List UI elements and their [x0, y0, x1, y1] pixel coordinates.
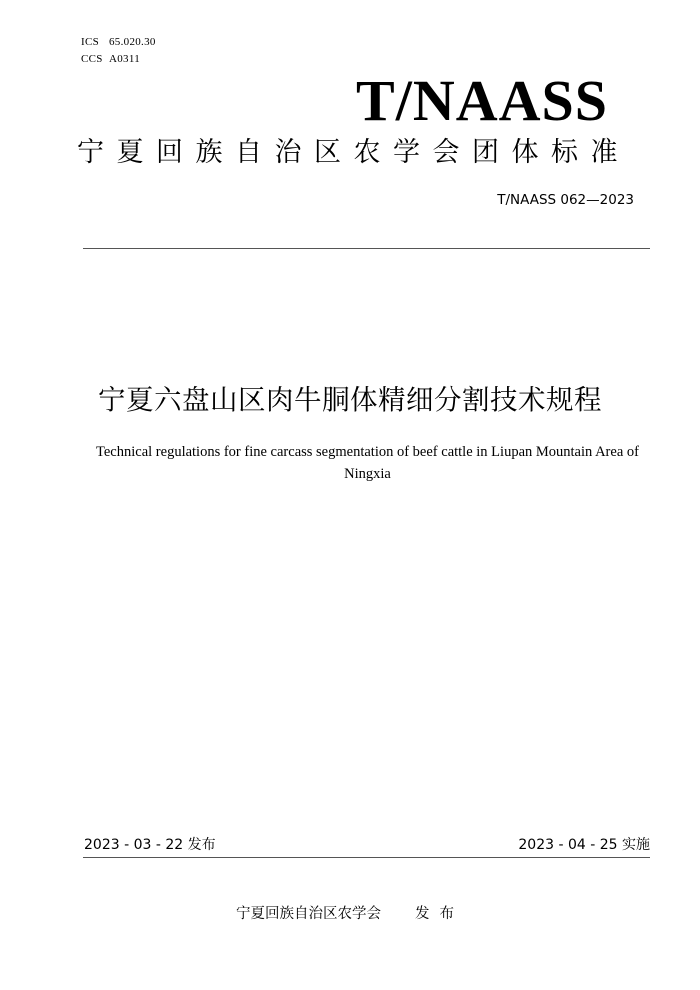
ics-value: 65.020.30	[109, 36, 156, 48]
document-title-cn: 宁夏六盘山区肉牛胴体精细分割技术规程	[98, 384, 602, 416]
document-title-en: Technical regulations for fine carcass segmentation of beef cattle in Liupan Mountain Area of Ningxia	[96, 444, 639, 482]
standard-logo: T/NAASS	[356, 68, 608, 133]
organization-name: 宁夏回族自治区农学会团体标准	[77, 137, 630, 168]
publisher-line	[0, 904, 700, 924]
ccs-label: CCS	[81, 53, 103, 65]
publisher-name: 宁夏回族自治区农学会	[236, 906, 381, 922]
publisher-action: 发布	[415, 906, 464, 922]
ccs-row	[81, 51, 156, 68]
bottom-divider	[83, 857, 650, 858]
classification-codes	[81, 34, 156, 68]
ics-row	[81, 34, 156, 51]
standard-number: T/NAASS 062—2023	[497, 192, 634, 208]
ccs-value: A0311	[109, 53, 141, 65]
ics-label: ICS	[81, 36, 100, 48]
implementation-date: 2023 - 04 - 25 实施	[518, 837, 650, 853]
top-divider	[83, 248, 650, 249]
issue-date: 2023 - 03 - 22 发布	[84, 837, 216, 853]
